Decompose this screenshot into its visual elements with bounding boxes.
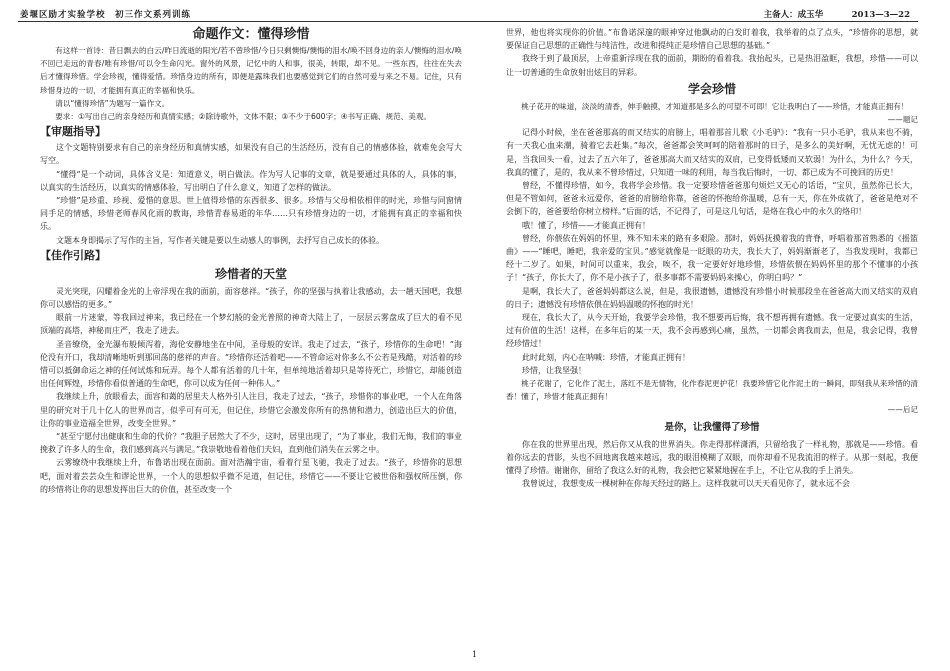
afterword-signature: ——后记 [887,405,918,415]
essay-paragraph: 我曾说过，我想变成一棵树种在你每天经过的路上。这样我就可以天天看见你了，就永远不会 [522,479,850,489]
header-date: 2013—3—22 [851,10,910,20]
epigraph: 桃子花开的味道，淡淡的清香，伸手触摸，才知道那是多么的可望不可即！它让我明白了——珍惜，才能真正拥有！ [521,101,909,111]
essay-paragraph: 云雾缭绕中我继续上升，布鲁诺出现在面前。面对浩瀚宇宙，看着行星飞驰，我走了过去。“孩子，珍惜你的思想吧，面对着芸芸众生和谬论世界，一个人的思想似乎微不足道，但记住，珍惜它——不要让它被世俗和强权所压倒，你的珍惜将让你的思想发挥出巨大的价值，甚至改变一个 [40,458,462,494]
section-heading-guide: 【审题指导】 [40,125,106,139]
section-heading-examples: 【佳作引路】 [40,248,106,262]
essay-paragraph: 珍惜，让我坚强！ [522,365,586,375]
guide-paragraph: 文题本身即揭示了写作的主旨，写作者关键是要以生动感人的事例，去抒写自己成长的体验。 [56,235,384,245]
essay-paragraph: 我继续上升，放眼看去，面容和蔼的居里夫人格外引人注目，我走了过去，“孩子，珍惜你的事业吧，一个人在角落里的研究对于几十亿人的世界而言，似乎可有可无，但记住，珍惜它会激发你所有的热情和潜力，创造出巨大的价值，让你的事业造福全世界，改变全世界。” [40,392,462,428]
essay-paragraph: 我终于到了最顶层，上帝重新浮现在我的面前，期盼的看着我。我抬起头，已是热泪盈眶，我想，珍惜——可以让一切普通的生命放射出炫目的异彩。 [506,54,918,77]
essay-title: 学会珍惜 [687,81,736,96]
header-meta [764,8,910,20]
essay-paragraph: 世界，他也将实现你的价值。”布鲁诺深邃的眼神穿过他飘动的白发盯着我，我举着的点了点头，“珍惜你的思想，就要保证自己思想的正确性与纯洁性，改进和提纯正是珍惜自己思想的基础。” [506,28,918,51]
essay-title: 珍惜者的天堂 [214,266,287,281]
prompt-poem: 有这样一首诗：昔日飘去的白云/昨日流逝的阳光/若不曾珍惜/今日只剩懊悔/懊悔的泪水/唤不回身边的亲人/懊悔的泪水/唤不回已走远的青春/唯有珍惜/可以令生命闪光。窗外的风景，记忆中的人和事，很美，转眼，却不见。一些东西，往往在失去后才懂得珍惜。学会珍视，懂得爱惜。珍惜身边的所有，即便是露珠我们也要感觉到它们的自然可爱与来之不易。记住，只有珍惜身边的一切，才能拥有真正的幸福和快乐。 [40,46,462,95]
prompt-requirements: 要求：①写出自己的亲身经历和真情实感；②除诗歌外，文体不限；③不少于600字；④书写正确、规范、美观。 [55,112,432,122]
page-title: 命题作文：懂得珍惜 [192,27,310,42]
essay-paragraph: 你在我的世界里出现，然后你又从我的世界消失。你走得那样潇洒，只留给我了一样礼物，那就是——珍惜。看着你远去的背影，头也不回地离我越来越远，我的眼泪模糊了双眼，而你却看不见我流泪的样子。从那一刻起，我便懂得了珍惜。谢谢你，留给了我这么好的礼物，我会把它紧紧地握在手上，不让它从我的手上消失。 [506,439,918,476]
essay-paragraph: 眼前一片迷蒙，等我回过神来，我已经在一个梦幻般的金光普照的神奇大陆上了，一层层云雾盘成了巨大的看不见顶端的高塔，神秘而庄严，我走了进去。 [40,313,462,336]
guide-paragraph: 这个文题特别要求有自己的亲身经历和真情实感，如果没有自己的生活经历，没有自己的情感体验，就难免会写大写空。 [40,143,462,166]
essay-paragraph: 记得小时候，坐在爸爸那高的而又结实的肩膀上，唱着那首儿歌《小毛驴》：“我有一只小毛驴，我从来也不骑，有一天我心血来潮，骑着它去赶集。”每次，爸爸都会笑呵呵的陪着那时的日子，是多么的美好啊，无忧无虑的！可是，当我回头一看，过去了五六年了，爸爸那高大而又结实的双肩，已变得低矮而又软弱！为什么，为什么？今天，我真的懂了，是的，我从来不曾珍惜过，只知道一味的利用，每当我后悔时，一切、都已成为不可挽回的历史！ [506,128,918,177]
guide-paragraph: “珍惜”是珍重、珍视、爱惜的意思。世上值得珍惜的东西很多、很多。珍惜与父母相依相伴的时光，珍惜与同窗情同手足的情感，珍惜老师春风化雨的教诲，珍惜青春易逝的年华……只有珍惜身边的一切，才能拥有真正的幸福和快乐。 [40,196,462,232]
header-preparer: 主备人：成玉华 [763,10,824,20]
page-number: 1 [472,650,478,659]
essay-paragraph: 圣音缭绕，金光瀑布般倾泻着，海伦安静地坐在中间，圣母般的安详。我走了过去，“孩子，珍惜你的生命吧！”海伦没有开口，我却清晰地听到那回荡的慈祥的声音。“珍惜你还活着吧——不管命运对你多么不公若是残酷，对活着的珍惜可以抵御命运之神的任何试炼和玩弄。每个人都有活着的几十年，但单纯地活着却只是等待死亡，珍惜它，却能创造出任何辉煌，珍惜你看似普通的生命吧，你可以成为任何一种伟人。” [40,339,462,389]
prompt-task: 请以“懂得珍惜”为题写一篇作文。 [55,98,170,108]
essay-paragraph: 现在，我长大了，从今天开始，我要学会珍惜，我不想要再后悔，我不想再拥有遗憾。我一定要过真实的生活，过有价值的生活！这样，在多年后的某一天，我不会再感到心痛，虽然，一切都会离我而去，但是，我会记得，我曾经珍惜过！ [506,313,918,349]
essay-paragraph: 哦！懂了，珍惜——才能真正拥有！ [522,220,650,230]
essay-paragraph: 是啊，我长大了，爸爸妈妈都这么说，但是，我很遗憾，遗憾没有珍惜小时候那段坐在爸爸高大而又结实的双肩的日子；遗憾没有珍惜依偎在妈妈温暖的怀抱的时光！ [506,286,918,309]
afterword: 桃子花谢了，它化作了泥土，落红不是无情物，化作春泥更护花！我要珍惜它化作泥土的一瞬间，即刻我从来珍惜的清香！懂了，珍惜才能真正拥有！ [506,379,918,402]
essay-paragraph: 灵光突现，闪耀着金光的上帝浮现在我的面前，面容慈祥。“孩子，你的坚强与执着让我感动，去一趟天国吧，我想你可以感悟的更多。” [40,286,462,310]
guide-paragraph: “懂得”是一个动词，具体含义是：知道意义，明白做法。作为写人记事的文章，就是要通过具体的人，具体的事，以真实的生活经历，以真实的情感体验，写出明白了什么意义，知道了怎样的做法。 [40,169,462,192]
header-school: 姜堰区励才实验学校 初三作文系列训练 [20,10,192,20]
essay-title: 是你，让我懂得了珍惜 [664,421,760,433]
essay-paragraph: 曾经，你偎依在妈妈的怀里，殊不知未来的路有多艰险。那时，妈妈抚摸着我的背脊，呼唱着那首熟悉的《摇篮曲》——“睡吧，睡吧，我亲爱的宝贝。”感觉就像是一眨眼的功夫，我长大了，妈妈渐渐老了，当我发现时，我都已经十二岁了。如果，时间可以重来，我会，唉不，我一定要好好地珍惜，珍惜依偎在妈妈怀里的那个不懂事的小孩子！“孩子，你长大了，你不是小孩子了，很多事都不需要妈妈来操心，你明白吗？” [506,233,918,283]
header-divider [18,21,918,22]
essay-paragraph: “甚至宁愿付出健康和生命的代价？”我胆子居然大了不少，这时，居里出现了，“为了事业，我们无悔，我们的事业挽救了许多人的生命，我们感到高兴与满足。”我崇敬地看着他们夫妇，直到他们消失在云雾之中。 [40,432,462,455]
right-column [506,26,918,491]
essay-paragraph: 此时此刻，内心在呐喊：珍惜，才能真正拥有！ [522,352,690,362]
essay-paragraph: 曾经，不懂得珍惜，如今，我将学会珍惜。我一定要珍惜爸爸那句烦烂又无心的话语，“宝贝，虽然你已长大，但是不管如何，爸爸永远爱你，爸爸的肩膀给你靠，爸爸的怀抱给你温暖，总有一天，你在外成就了，爸爸是绝对不会倒下的，爸爸要给你树立榜样。”后面的话，不记得了，可是这几句话，是烙在我心中的永久的烙印！ [506,181,918,217]
epigraph-signature: ——题记 [887,115,918,125]
left-column [40,26,462,496]
